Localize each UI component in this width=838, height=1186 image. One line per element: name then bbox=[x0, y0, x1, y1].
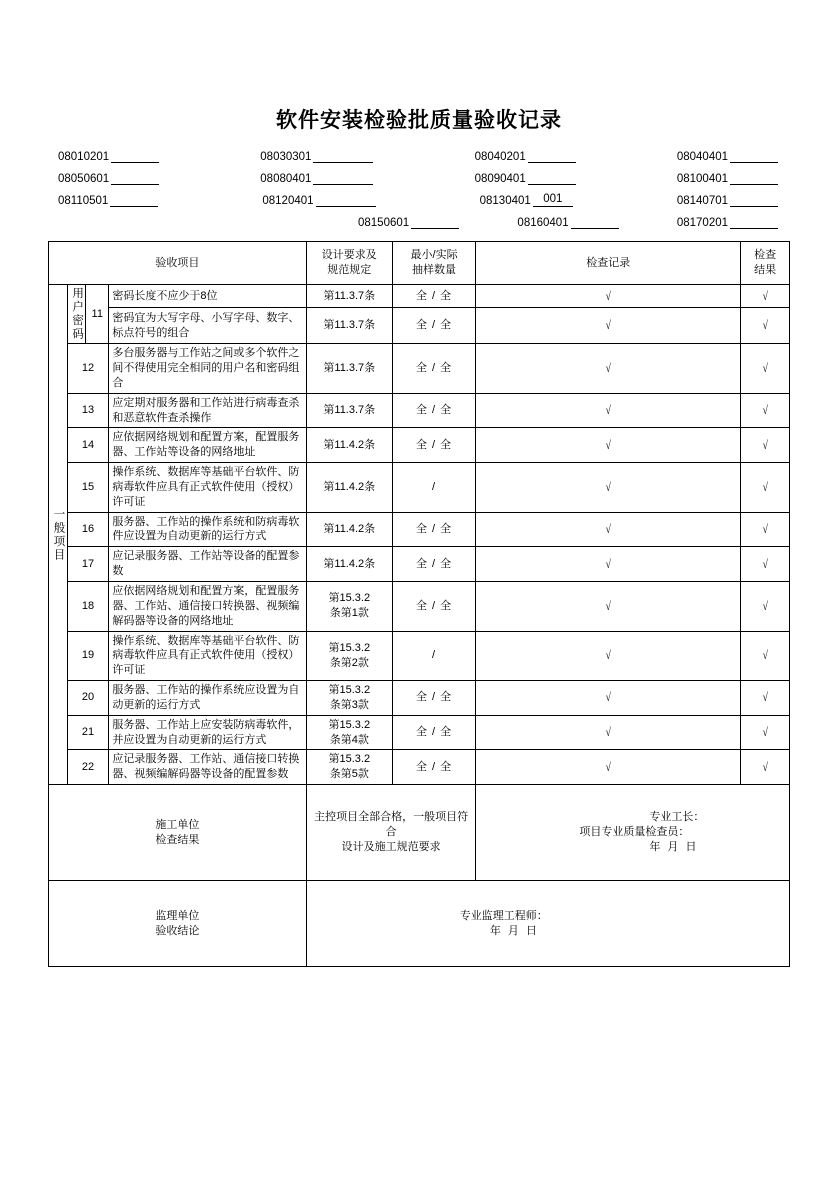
row-item: 多台服务器与工作站之间或多个软件之间不得使用完全相同的用户名和密码组合 bbox=[109, 344, 306, 394]
code-cell bbox=[677, 150, 778, 163]
row-record: √ bbox=[476, 512, 741, 547]
row-qty: 全 / 全 bbox=[392, 681, 476, 716]
code-blank[interactable] bbox=[528, 172, 576, 185]
row-spec: 第15.3.2 条第1款 bbox=[306, 582, 392, 632]
row-item: 密码长度不应少于8位 bbox=[109, 285, 306, 308]
row-number: 11 bbox=[86, 285, 109, 344]
foreman-signature-label[interactable]: 专业工长： bbox=[649, 811, 705, 824]
row-number: 21 bbox=[67, 715, 109, 750]
supervision-engineer-signature-label[interactable]: 专业监理工程师： bbox=[459, 909, 548, 922]
code-block bbox=[0, 147, 838, 229]
code-cell bbox=[262, 194, 375, 207]
row-result: √ bbox=[741, 750, 790, 785]
row-qty: 全 / 全 bbox=[392, 547, 476, 582]
header-item: 验收项目 bbox=[49, 242, 307, 285]
row-spec: 第15.3.2 条第4款 bbox=[306, 715, 392, 750]
code-number: 08110501 bbox=[58, 195, 109, 208]
row-item: 应依据网络规划和配置方案，配置服务器、工作站、通信接口转换器、视频编解码器等设备的网络地址 bbox=[109, 582, 306, 632]
code-blank[interactable] bbox=[316, 194, 376, 207]
row-item: 应定期对服务器和工作站进行病毒查杀和恶意软件查杀操作 bbox=[109, 393, 306, 428]
supervision-result-row bbox=[49, 881, 790, 967]
code-number: 08130401 bbox=[479, 195, 531, 208]
row-qty: 全 / 全 bbox=[392, 393, 476, 428]
row-result: √ bbox=[741, 393, 790, 428]
supervision-date-line[interactable]: 年 月 日 bbox=[489, 924, 539, 937]
code-blank[interactable] bbox=[730, 216, 778, 229]
row-record: √ bbox=[476, 631, 741, 681]
code-blank[interactable] bbox=[730, 150, 778, 163]
code-cell bbox=[260, 150, 373, 163]
row-record: √ bbox=[476, 307, 741, 343]
code-cell bbox=[517, 216, 618, 229]
row-number: 17 bbox=[67, 547, 109, 582]
code-cell bbox=[58, 194, 158, 207]
section-label-general: 一般项目 bbox=[49, 285, 68, 785]
row-qty: / bbox=[392, 631, 476, 681]
code-number: 08120401 bbox=[262, 195, 314, 208]
row-qty: 全 / 全 bbox=[392, 428, 476, 463]
row-record: √ bbox=[476, 715, 741, 750]
code-number: 08160401 bbox=[517, 217, 569, 230]
header-result: 检查 结果 bbox=[741, 242, 790, 285]
code-cell bbox=[58, 172, 159, 185]
row-record: √ bbox=[476, 547, 741, 582]
code-row bbox=[58, 213, 778, 229]
code-number: 08150601 bbox=[358, 217, 410, 230]
header-record: 检查记录 bbox=[476, 242, 741, 285]
table-row bbox=[49, 428, 790, 463]
row-result: √ bbox=[741, 428, 790, 463]
row-item: 密码宜为大写字母、小写字母、数字、标点符号的组合 bbox=[109, 307, 306, 343]
row-result: √ bbox=[741, 681, 790, 716]
row-item: 服务器、工作站上应安装防病毒软件，并应设置为自动更新的运行方式 bbox=[109, 715, 306, 750]
code-blank[interactable] bbox=[111, 172, 159, 185]
row-item: 应记录服务器、工作站、通信接口转换器、视频编解码器等设备的配置参数 bbox=[109, 750, 306, 785]
row-record: √ bbox=[476, 750, 741, 785]
row-item: 操作系统、数据库等基础平台软件、防病毒软件应具有正式软件使用（授权）许可证 bbox=[109, 463, 306, 513]
subgroup-label-password: 用户密码 bbox=[67, 285, 86, 344]
table-row bbox=[49, 512, 790, 547]
row-spec: 第15.3.2 条第3款 bbox=[306, 681, 392, 716]
code-number: 08050601 bbox=[58, 173, 110, 186]
table-row bbox=[49, 582, 790, 632]
row-item: 操作系统、数据库等基础平台软件、防病毒软件应具有正式软件使用（授权）许可证 bbox=[109, 631, 306, 681]
row-spec: 第11.3.7条 bbox=[306, 307, 392, 343]
code-cell bbox=[260, 172, 373, 185]
row-result: √ bbox=[741, 715, 790, 750]
code-number: 08030301 bbox=[260, 151, 312, 164]
row-result: √ bbox=[741, 463, 790, 513]
row-spec: 第11.3.7条 bbox=[306, 393, 392, 428]
table-header-row bbox=[49, 242, 790, 285]
code-cell bbox=[475, 150, 576, 163]
row-number: 19 bbox=[67, 631, 109, 681]
quality-inspector-signature-label[interactable]: 项目专业质量检查员： bbox=[579, 826, 690, 839]
code-blank[interactable] bbox=[411, 216, 459, 229]
row-record: √ bbox=[476, 285, 741, 308]
code-blank[interactable] bbox=[730, 172, 778, 185]
table-row bbox=[49, 631, 790, 681]
table-row bbox=[49, 344, 790, 394]
row-item: 服务器、工作站的操作系统和防病毒软件应设置为自动更新的运行方式 bbox=[109, 512, 306, 547]
code-number: 08090401 bbox=[474, 173, 526, 186]
code-value[interactable]: 001 bbox=[533, 193, 573, 207]
code-number: 08010201 bbox=[58, 151, 110, 164]
code-number: 08040201 bbox=[474, 151, 526, 164]
row-spec: 第11.4.2条 bbox=[306, 463, 392, 513]
code-row bbox=[58, 147, 778, 163]
row-number: 18 bbox=[67, 582, 109, 632]
code-blank[interactable] bbox=[313, 150, 373, 163]
row-result: √ bbox=[741, 307, 790, 343]
row-spec: 第11.3.7条 bbox=[306, 344, 392, 394]
code-row bbox=[58, 191, 778, 207]
row-spec: 第11.4.2条 bbox=[306, 547, 392, 582]
table-row bbox=[49, 285, 790, 308]
table-row bbox=[49, 715, 790, 750]
code-number: 08170201 bbox=[676, 217, 729, 230]
row-spec: 第11.4.2条 bbox=[306, 512, 392, 547]
row-number: 14 bbox=[67, 428, 109, 463]
code-number: 08140701 bbox=[676, 195, 729, 208]
row-spec: 第11.4.2条 bbox=[306, 428, 392, 463]
code-number: 08100401 bbox=[676, 173, 729, 186]
row-result: √ bbox=[741, 344, 790, 394]
code-blank[interactable] bbox=[730, 194, 778, 207]
row-qty: / bbox=[392, 463, 476, 513]
construction-signature-area bbox=[476, 785, 790, 881]
code-blank[interactable] bbox=[571, 216, 619, 229]
table-row bbox=[49, 547, 790, 582]
row-qty: 全 / 全 bbox=[392, 715, 476, 750]
table-row bbox=[49, 463, 790, 513]
inspection-table bbox=[48, 241, 790, 967]
header-spec: 设计要求及 规范规定 bbox=[306, 242, 392, 285]
table-row bbox=[49, 750, 790, 785]
table-row bbox=[49, 681, 790, 716]
row-record: √ bbox=[476, 428, 741, 463]
row-number: 13 bbox=[67, 393, 109, 428]
row-item: 应依据网络规划和配置方案，配置服务器、工作站等设备的网络地址 bbox=[109, 428, 306, 463]
code-number: 08040401 bbox=[676, 151, 729, 164]
code-blank[interactable] bbox=[528, 150, 576, 163]
row-qty: 全 / 全 bbox=[392, 307, 476, 343]
code-cell bbox=[677, 216, 778, 229]
row-record: √ bbox=[476, 582, 741, 632]
row-spec: 第11.3.7条 bbox=[306, 285, 392, 308]
code-cell bbox=[677, 172, 778, 185]
code-row bbox=[58, 169, 778, 185]
supervision-unit-label: 监理单位 验收结论 bbox=[49, 881, 307, 967]
code-cell bbox=[677, 194, 778, 207]
construction-unit-label: 施工单位 检查结果 bbox=[49, 785, 307, 881]
row-record: √ bbox=[476, 344, 741, 394]
row-qty: 全 / 全 bbox=[392, 285, 476, 308]
row-number: 15 bbox=[67, 463, 109, 513]
code-number: 08080401 bbox=[260, 173, 312, 186]
header-qty: 最小/实际 抽样数量 bbox=[392, 242, 476, 285]
table-row bbox=[49, 393, 790, 428]
code-blank[interactable] bbox=[110, 194, 158, 207]
row-number: 22 bbox=[67, 750, 109, 785]
code-cell-filled bbox=[480, 193, 573, 207]
row-result: √ bbox=[741, 582, 790, 632]
row-result: √ bbox=[741, 512, 790, 547]
row-qty: 全 / 全 bbox=[392, 344, 476, 394]
supervision-signature-area bbox=[306, 881, 789, 967]
row-item: 应记录服务器、工作站等设备的配置参数 bbox=[109, 547, 306, 582]
row-spec: 第15.3.2 条第5款 bbox=[306, 750, 392, 785]
table-row bbox=[49, 307, 790, 343]
row-number: 12 bbox=[67, 344, 109, 394]
construction-result-row bbox=[49, 785, 790, 881]
row-record: √ bbox=[476, 393, 741, 428]
code-cell bbox=[358, 216, 459, 229]
row-qty: 全 / 全 bbox=[392, 512, 476, 547]
row-qty: 全 / 全 bbox=[392, 750, 476, 785]
row-record: √ bbox=[476, 681, 741, 716]
row-spec: 第15.3.2 条第2款 bbox=[306, 631, 392, 681]
row-result: √ bbox=[741, 547, 790, 582]
row-record: √ bbox=[476, 463, 741, 513]
row-qty: 全 / 全 bbox=[392, 582, 476, 632]
code-blank[interactable] bbox=[111, 150, 159, 163]
row-number: 16 bbox=[67, 512, 109, 547]
row-number: 20 bbox=[67, 681, 109, 716]
code-blank[interactable] bbox=[313, 172, 373, 185]
row-item: 服务器、工作站的操作系统应设置为自动更新的运行方式 bbox=[109, 681, 306, 716]
construction-conclusion: 主控项目全部合格，一般项目符合 设计及施工规范要求 bbox=[306, 785, 476, 881]
row-result: √ bbox=[741, 285, 790, 308]
construction-date-line[interactable]: 年 月 日 bbox=[649, 841, 699, 854]
row-result: √ bbox=[741, 631, 790, 681]
page-title: 软件安装检验批质量验收记录 bbox=[276, 108, 562, 132]
code-cell bbox=[58, 150, 159, 163]
code-cell bbox=[475, 172, 576, 185]
